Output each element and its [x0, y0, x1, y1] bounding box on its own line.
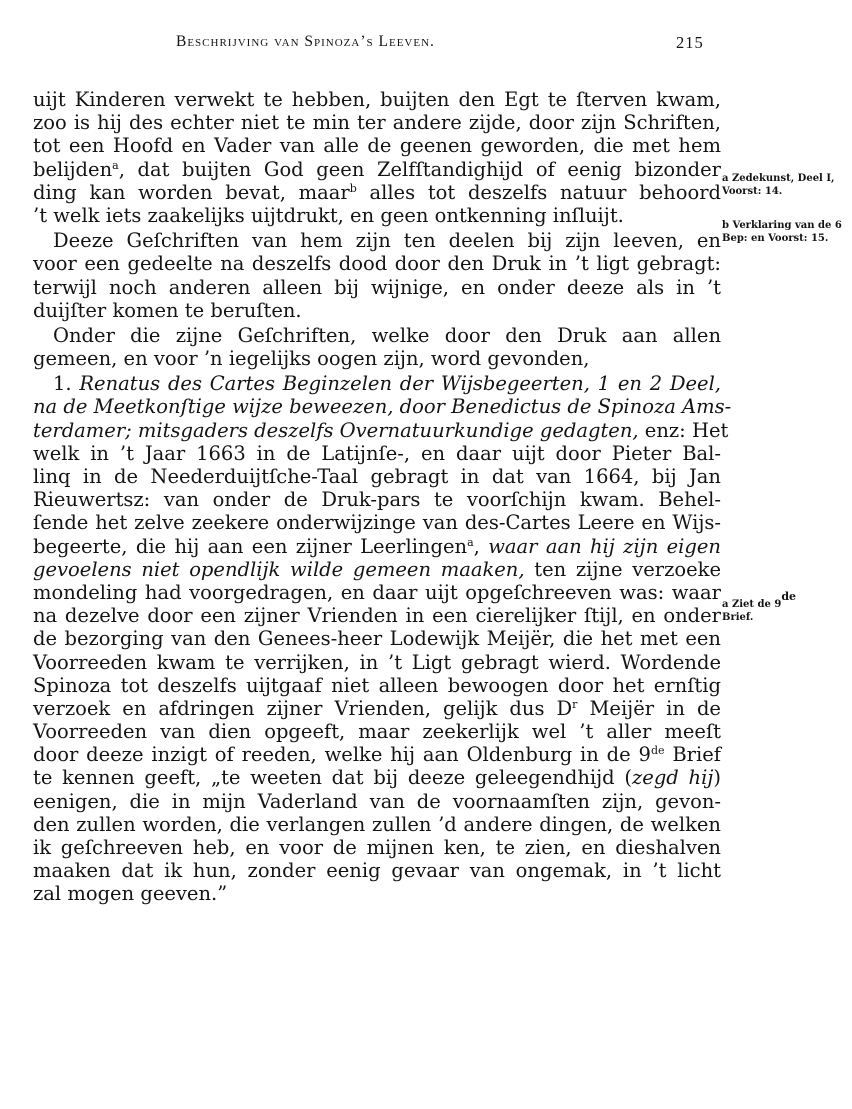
body-text [33, 88, 732, 906]
text-line: tot een Hoofd en Vader van alle de geenen geworden, die met hem [33, 134, 721, 158]
margin-note-a: a Zedekunst, Deel I, Voorst: 14. [722, 173, 835, 197]
text-line [33, 743, 721, 766]
footnote-marker: a [467, 535, 474, 549]
text-line: ’t welk iets zaakelijks uijtdrukt, en geen ontkenning inſluijt. [33, 203, 624, 227]
text-line: Spinoza tot deszelfs uijtgaaf niet alleen bewoogen door het ernſtig [33, 673, 721, 697]
text-line: zoo is hij des echter niet te min ter andere zijde, door zijn Schriften, [33, 111, 721, 135]
text-line: ik geſchreeven heb, en voor de mijnen ken, te zien, en dieshalven [33, 836, 721, 859]
margin-note-superscript: de [781, 590, 797, 603]
text-line: linq in de Neederduijtſche-Taal gebragt in dat van 1664, bij Jan [33, 465, 721, 488]
text-line: Onder die zijne Geſchriften, welke door den Druk aan allen [53, 323, 721, 347]
line-segment: belijden$^a$, dat buijten God geen Zelfſtandighijd of eenig bizonder [33, 157, 721, 181]
italic-segment: gevoelens niet opendlijk wilde gemeen maaken, [33, 557, 525, 581]
line-segment: Brief [664, 743, 721, 767]
text-line [33, 697, 721, 720]
text-line: Voorreeden van dien opgeeft, maar zeekerlijk wel ’t aller meeſt [33, 720, 721, 744]
line-segment: ten zijne verzoeke [524, 557, 721, 581]
margin-note-b: b Verklaring van de 6 Bep: en Voorst: 15. [722, 220, 842, 244]
book-title: terdamer; mitsgaders deszelfs Overnatuurkundige gedagten, [33, 418, 639, 442]
text-line: zal mogen geeven.” [33, 882, 228, 906]
text-line: duijſter komen te beruſten. [33, 298, 302, 322]
margin-note-text: a Ziet de 9 [722, 599, 782, 610]
running-header [0, 33, 852, 57]
footnote-marker: b [349, 181, 357, 195]
line-segment: door deeze inzigt of reeden, welke hij aan Oldenburg in de 9de [33, 743, 665, 767]
text-line: welk in ’t Jaar 1663 in de Latijnſe-, en daar uijt door Pieter Bal- [33, 441, 721, 465]
text-line [33, 395, 732, 419]
text-line: voor een gedeelte na deszelfs dood door den Druk in ’t ligt gebragt: [33, 252, 721, 276]
italic-segment: waar aan hij zijn eigen [488, 534, 721, 558]
margin-note-text: Brief. [722, 611, 754, 623]
footnote-marker: de [650, 744, 665, 758]
text-line: eenigen, die in mijn Vaderland van de voornaamſten zijn, gevon- [33, 789, 721, 813]
text-line: maaken dat ik hun, zonder eenig gevaar van ongemak, in ’t licht [33, 859, 721, 883]
book-title: na de Meetkonſtige wijze beweezen, door Benedictus de Spinoza Ams- [33, 395, 732, 419]
list-number: 1. [53, 372, 80, 396]
line-segment: verzoek en afdringen zijner Vrienden, gelijk dus $D^r$ [33, 696, 578, 720]
text-line: ſende het zelve zeekere onderwijzinge van des-Cartes Leere en Wijs- [33, 511, 721, 535]
text-line: Rieuwertsz: van onder de Druk-pars te voorſchijn kwam. Behel- [33, 488, 721, 512]
text-line: den zullen worden, die verlangen zullen ’d andere dingen, de welken [33, 812, 721, 836]
text-line [33, 181, 721, 204]
text-line: de bezorging van den Genees-heer Lodewijk Meijër, die het met een [33, 627, 721, 651]
footnote-marker: r [572, 697, 578, 711]
text-line: gemeen, en voor ’n iegelijks oogen zijn, word gevonden, [33, 347, 590, 371]
text-line: na dezelve door een zijner Vrienden in een cierelijker ſtijl, en onder [33, 604, 721, 628]
margin-note-c [722, 590, 842, 624]
text-line [33, 558, 721, 581]
text-line [33, 158, 721, 181]
text-line [33, 372, 721, 395]
running-title: Beschrijving van Spinoza’s Leeven. [176, 33, 435, 50]
line-segment: Meijër in de [577, 696, 721, 720]
line-segment: te kennen geeft, „te weeten dat bij deeze geleegendhijd ( [33, 766, 633, 790]
page-number: 215 [676, 33, 704, 52]
line-segment: begeerte, die hij aan een zijner Leerlingen$^a$, [33, 534, 489, 558]
text-line: Deeze Geſchriften van hem zijn ten deelen bij zijn leeven, en [53, 229, 721, 253]
text-line: mondeling had voorgedragen, en daar uijt opgeſchreeven was: waar [33, 580, 721, 604]
line-segment: ) [713, 766, 721, 790]
text-line [33, 418, 729, 442]
italic-segment: zegd hij [632, 766, 714, 790]
footnote-marker: a [112, 158, 119, 172]
text-line: uijt Kinderen verwekt te hebben, buijten den Egt te ſterven kwam, [33, 88, 721, 111]
text-line [33, 766, 721, 789]
book-title: Renatus des Cartes Beginzelen der Wijsbegeerten, 1 en 2 Deel, [79, 372, 722, 396]
text-line: terwijl noch anderen alleen bij wijnige, en onder deeze als in ’t [33, 275, 721, 299]
line-segment: enz: Het [638, 418, 729, 442]
text-line [33, 535, 721, 558]
line-segment: ding kan worden bevat, maar$^b$ alles tot deszelfs natuur behoord [33, 180, 721, 204]
text-line: Voorreeden kwam te verrijken, in ’t Ligt gebragt wierd. Wordende [33, 650, 721, 674]
